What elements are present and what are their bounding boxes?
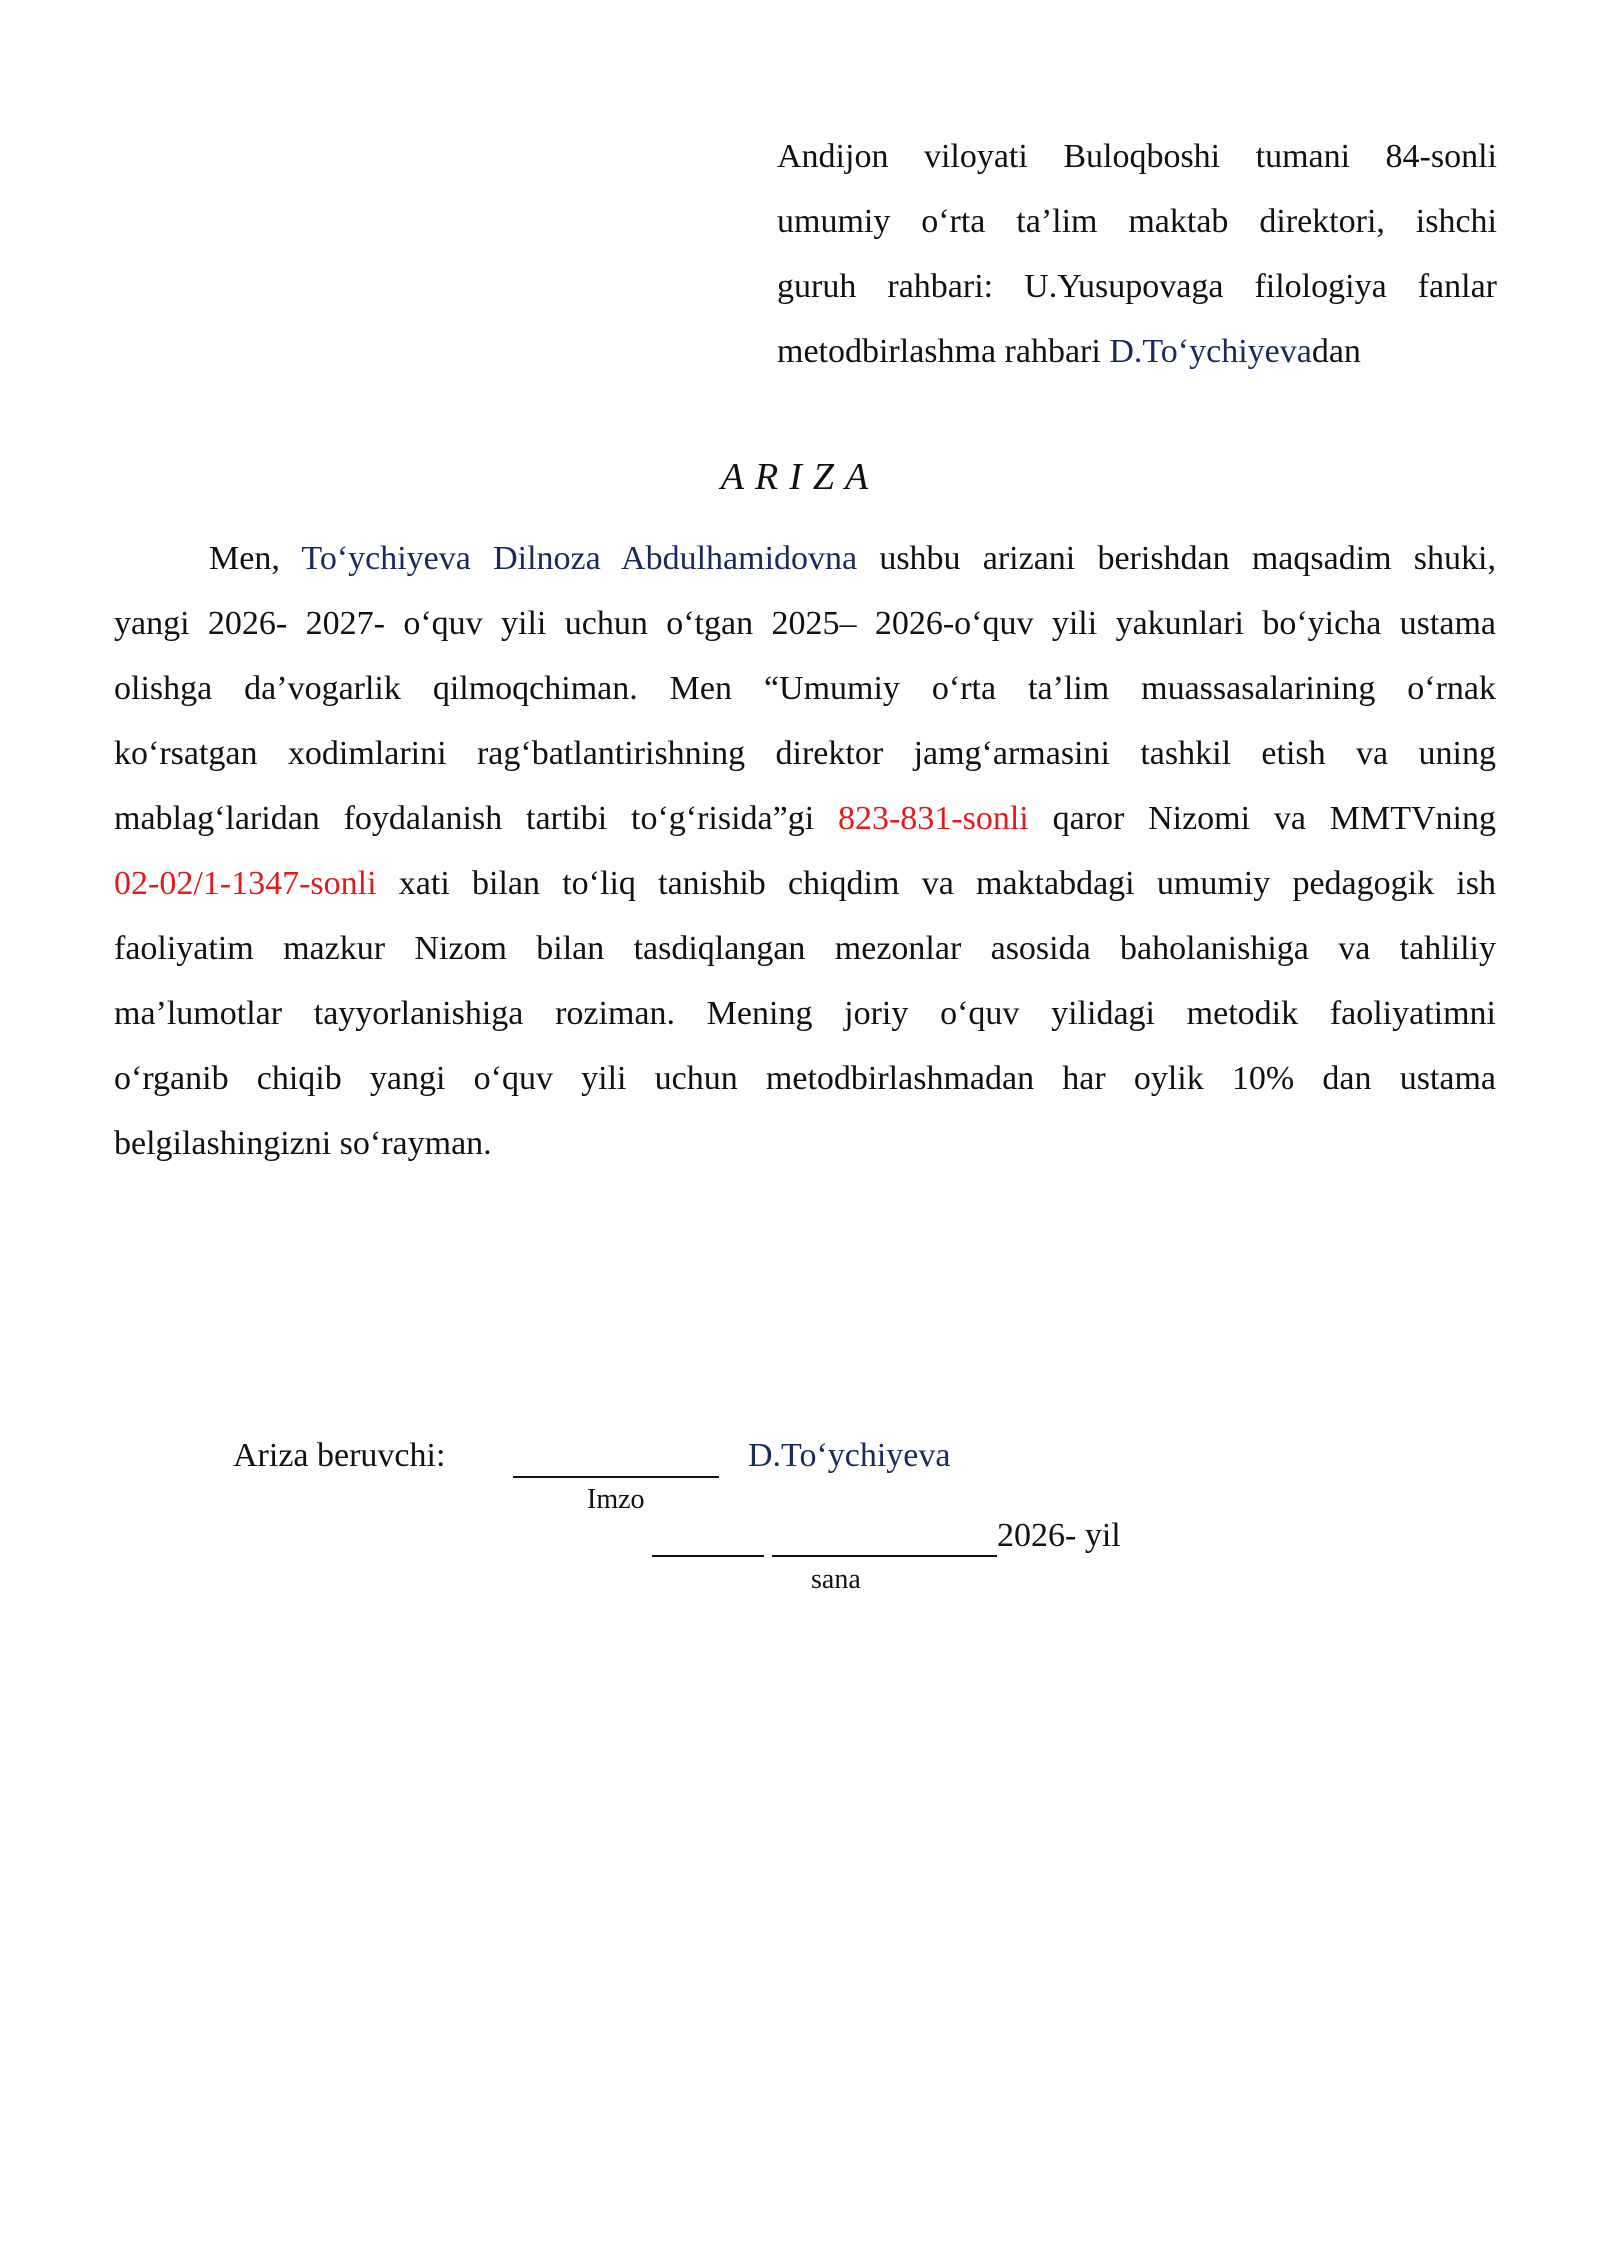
body-line-6-end: xati bilan to‘liq tanishib chiqdim va maktabdagi umumiy pedagogik ish [376,865,1496,902]
body-line-5 [114,786,1496,851]
signature-caption: Imzo [587,1484,645,1515]
body-line-2: yangi 2026- 2027- o‘quv yili uchun o‘tgan 2025– 2026-o‘quv yili yakunlari bo‘yicha ustama [114,605,1496,642]
body-line-5-start: mablag‘laridan foydalanish tartibi to‘g‘risida”gi [114,800,838,837]
addressee-line-4 [777,319,1497,384]
body-line-1-start: Men, [209,540,302,577]
addressee-line-3: guruh rahbari: U.Yusupovaga filologiya fanlar [777,268,1497,305]
body-line-5-end: qaror Nizomi va MMTVning [1028,800,1496,837]
addressee-line-2: umumiy o‘rta ta’lim maktab direktori, ishchi [777,203,1497,240]
decree-number: 823-831-sonli [837,800,1029,837]
body-line-9: o‘rganib chiqib yangi o‘quv yili uchun metodbirlashmadan har oylik 10% dan ustama [114,1060,1496,1097]
application-body [114,526,1496,1176]
addressee-block [777,124,1497,384]
addressee-line-1: Andijon viloyati Buloqboshi tumani 84-sonli [777,138,1497,175]
body-line-10: belgilashingizni so‘rayman. [114,1125,492,1162]
addressee-line-4-suffix: dan [1311,333,1361,370]
document-title: ARIZA [720,456,880,498]
date-day-line [652,1555,764,1557]
body-line-3: olishga da’vogarlik qilmoqchiman. Men “Umumiy o‘rta ta’lim muassasalarining o‘rnak [114,670,1496,707]
applicant-full-name: To‘ychiyeva Dilnoza Abdulhamidovna [301,540,858,577]
applicant-signature-name: D.To‘ychiyeva [748,1437,951,1474]
body-line-8: ma’lumotlar tayyorlanishiga roziman. Mening joriy o‘quv yilidagi metodik faoliyatimni [114,995,1496,1032]
body-line-1-end: ushbu arizani berishdan maqsadim shuki, [857,540,1496,577]
letter-number: 02-02/1-1347-sonli [114,865,377,902]
date-month-line [772,1555,997,1557]
addressee-line-4-prefix: metodbirlashma rahbari [777,333,1110,370]
body-line-4: ko‘rsatgan xodimlarini rag‘batlantirishning direktor jamg‘armasini tashkil etish va uning [114,735,1496,772]
signature-line [513,1476,719,1478]
body-line-6 [114,851,1496,916]
date-year: 2026- yil [997,1517,1121,1554]
body-line-7: faoliyatim mazkur Nizom bilan tasdiqlangan mezonlar asosida baholanishiga va tahliliy [114,930,1496,967]
date-caption: sana [811,1564,861,1595]
body-line-1 [114,526,1496,591]
applicant-label: Ariza beruvchi: [233,1437,446,1474]
sender-name-short: D.To‘ychiyeva [1109,333,1312,370]
